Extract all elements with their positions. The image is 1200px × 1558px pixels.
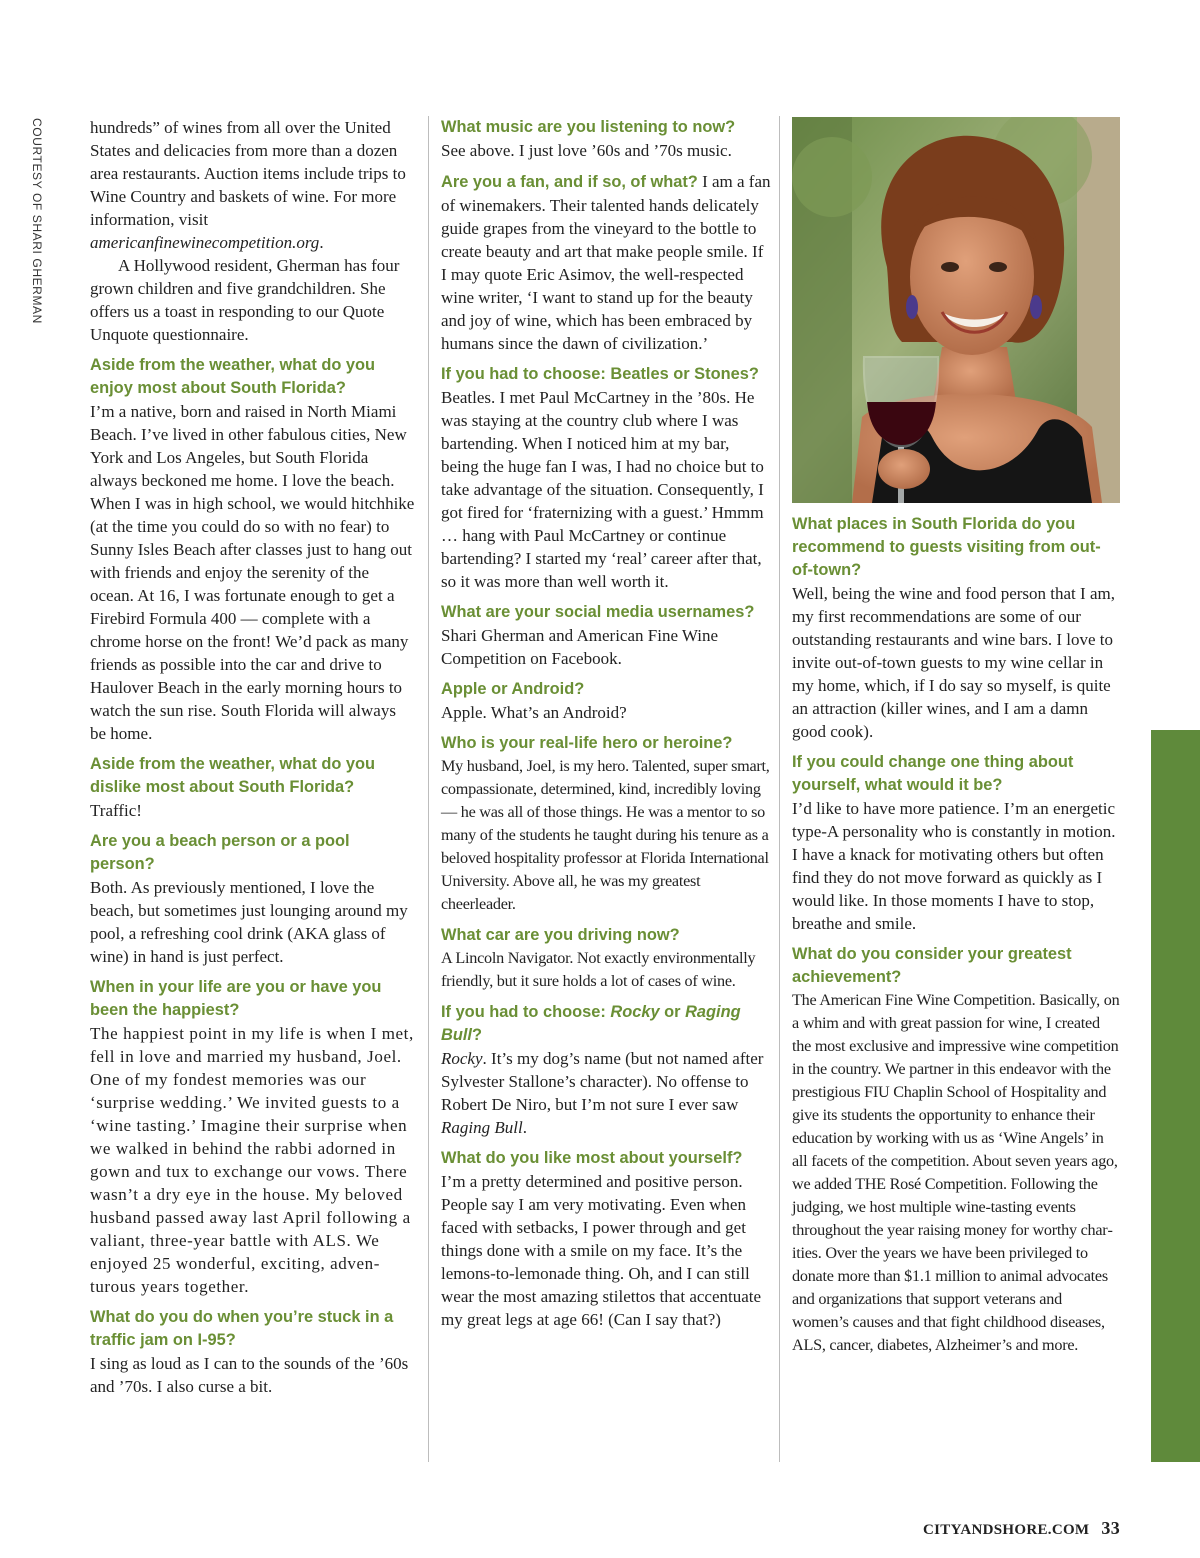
answer-text: Rocky. It’s my dog’s name (but not named after Sylvester Stallone’s character). No offense to Robert De Niro, but I’m not sure I ever saw Raging Bull. bbox=[441, 1049, 764, 1137]
page-number: 33 bbox=[1101, 1518, 1120, 1538]
question-heading: Apple or Android? bbox=[441, 680, 585, 698]
column-divider bbox=[779, 116, 780, 1462]
answer-text: Shari Gherman and American Fine Wine Competition on Facebook. bbox=[441, 626, 719, 668]
website-url: CITYANDSHORE.COM bbox=[923, 1522, 1090, 1538]
question-heading: What music are you listening to now? bbox=[441, 118, 736, 136]
question-heading: Are you a fan, and if so, of what? bbox=[441, 173, 698, 191]
answer-text: My husband, Joel, is my hero. Talented, super smart, compassionate, determined, kind, incredibly loving — he was all of those things. He was a mentor to so many of the students he taught during his tenure as a beloved hospitality professor at Florida International University. Above all, he was my greatest cheerleader. bbox=[441, 757, 770, 913]
question-heading: What do you consider your greatest achievement? bbox=[792, 945, 1072, 986]
question-heading: What car are you driving now? bbox=[441, 926, 680, 944]
section-tab bbox=[1151, 730, 1200, 1462]
answer-text: Apple. What’s an Android? bbox=[441, 703, 627, 722]
answer-text: I sing as loud as I can to the sounds of the ’60s and ’70s. I also curse a bit. bbox=[90, 1354, 409, 1396]
question-heading: If you had to choose: Beatles or Stones? bbox=[441, 365, 759, 383]
intro-paragraph: hundreds” of wines from all over the United States and delicacies from more than a dozen area restaurants. Auction items include trips to Wine Country and baskets of wine. For more information, visit americanfinewinecompetition.org. bbox=[90, 118, 406, 252]
answer-text: I’m a native, born and raised in North Miami Beach. I’ve lived in other fabulous cities, New York and Los Angeles, but South Florida always beckoned me home. I love the beach. When I was in high school, we would hitchhike (at the time you could do so with no fear) to Sunny Isles Beach after classes just to hang out with friends and enjoy the serenity of the ocean. At 16, I was fortunate enough to get a Firebird Formula 400 — complete with a chrome horse on the front! We’d pack as many friends as possible into the car and drive to Haulover Beach in the early morning hours to watch the sun rise. South Florida will always be home. bbox=[90, 402, 415, 743]
question-heading: What do you do when you’re stuck in a traffic jam on I-95? bbox=[90, 1308, 394, 1349]
portrait-photo bbox=[792, 117, 1120, 503]
answer-text: Beatles. I met Paul McCartney in the ’80s. He was staying at the country club where I was bartending. When I noticed him at my bar, being the huge fan I was, I had no choice but to take advantage of the situation. Consequently, I got fired for ‘fraternizing with a guest.’ Hmmm … hang with Paul McCartney or continue bartending? I started my ‘real’ career after that, so it was more than well worth it. bbox=[441, 388, 764, 591]
question-heading: Aside from the weather, what do you dislike most about South Florida? bbox=[90, 755, 376, 796]
question-heading: What do you like most about yourself? bbox=[441, 1149, 743, 1167]
answer-text: Well, being the wine and food person that I am, my first recommendations are some of our outstanding restaurants and wine bars. I love to invite out-of-town guests to my wine cellar in my home, which, if I do say so myself, is quite an attraction (killer wines, and I am a damn good cook). bbox=[792, 584, 1115, 741]
question-heading: If you could change one thing about yourself, what would it be? bbox=[792, 753, 1074, 794]
question-heading: Aside from the weather, what do you enjoy most about South Florida? bbox=[90, 356, 376, 397]
answer-text: Both. As previously mentioned, I love the beach, but sometimes just lounging around my pool, a refreshing cool drink (AKA glass of wine) in hand is just perfect. bbox=[90, 878, 408, 966]
website-link[interactable]: americanfinewinecompetition.org bbox=[90, 233, 320, 252]
column-1 bbox=[90, 116, 415, 1398]
column-divider bbox=[428, 116, 429, 1462]
column-2 bbox=[441, 116, 771, 1331]
intro-paragraph: A Hollywood resident, Gherman has four grown children and five grandchildren. She offers us a toast in responding to our Quote Unquote questionnaire. bbox=[90, 256, 400, 344]
question-heading: What are your social media usernames? bbox=[441, 603, 755, 621]
column-3 bbox=[792, 505, 1120, 1357]
answer-text: See above. I just love ’60s and ’70s music. bbox=[441, 141, 732, 160]
answer-text: The happiest point in my life is when I met, fell in love and married my husband, Joel. One of my fondest memories was our ‘surprise wedding.’ We invited guests to a ‘wine tasting.’ Imagine their surprise when we walked in behind the rabbi adorned in gown and tux to exchange our vows. There wasn’t a dry eye in the house. My beloved husband passed away last April following a valiant, three-year battle with ALS. We enjoyed 25 wonderful, exciting, adventurous years together. bbox=[90, 1024, 414, 1296]
question-heading: If you had to choose: Rocky or Raging Bull? bbox=[441, 1003, 741, 1044]
answer-text: A Lincoln Navigator. Not exactly environmentally friendly, but it sure holds a lot of cases of wine. bbox=[441, 949, 756, 990]
answer-text: The American Fine Wine Competition. Basically, on a whim and with great passion for wine, I created the most exclusive and impressive wine competition in the country. We partner in this endeavor with the prestigious FIU Chaplin School of Hospitality and give its students the opportunity to enhance their education by working with us as ‘Wine Angels’ in all facets of the competition. About seven years ago, we added THE Rosé Competition. Following the judging, we host multiple wine-tasting events throughout the year raising money for worthy charities. Over the years we have been privileged to donate more than $1.1 million to animal advocates and organizations that support veterans and women’s causes and that fight childhood diseases, ALS, cancer, diabetes, Alzheimer’s and more. bbox=[792, 991, 1120, 1354]
answer-text: I’m a pretty determined and positive person. People say I am very motivating. Even when faced with setbacks, I power through and get things done with a smile on my face. It’s the lemons-to-lemonade thing. Oh, and I can still wear the most amazing stilettos that accentuate my great legs at age 66! (Can I say that?) bbox=[441, 1172, 762, 1329]
answer-text: Are you a fan, and if so, of what? I am a fan of winemakers. Their talented hands delicately guide grapes from the vineyard to the bottle to create beauty and art that make people smile. If I may quote Eric Asimov, the well-respected wine writer, ‘I want to stand up for the beauty and joy of wine, which has been embraced by humans since the dawn of civilization.’ bbox=[441, 172, 771, 353]
question-heading: What places in South Florida do you recommend to guests visiting from out-of-town? bbox=[792, 515, 1101, 579]
question-heading: Who is your real-life hero or heroine? bbox=[441, 734, 733, 752]
answer-text: I’d like to have more patience. I’m an energetic type-A personality who is constantly in motion. I have a knack for motivating others but often find they do not move forward as quickly as I would like. In those moments I have to stop, breathe and smile. bbox=[792, 799, 1116, 933]
page-footer bbox=[923, 1518, 1120, 1539]
question-heading: When in your life are you or have you been the happiest? bbox=[90, 978, 382, 1019]
question-heading: Are you a beach person or a pool person? bbox=[90, 832, 350, 873]
photo-credit: COURTESY OF SHARI GHERMAN bbox=[30, 118, 44, 324]
answer-text: Traffic! bbox=[90, 801, 142, 820]
